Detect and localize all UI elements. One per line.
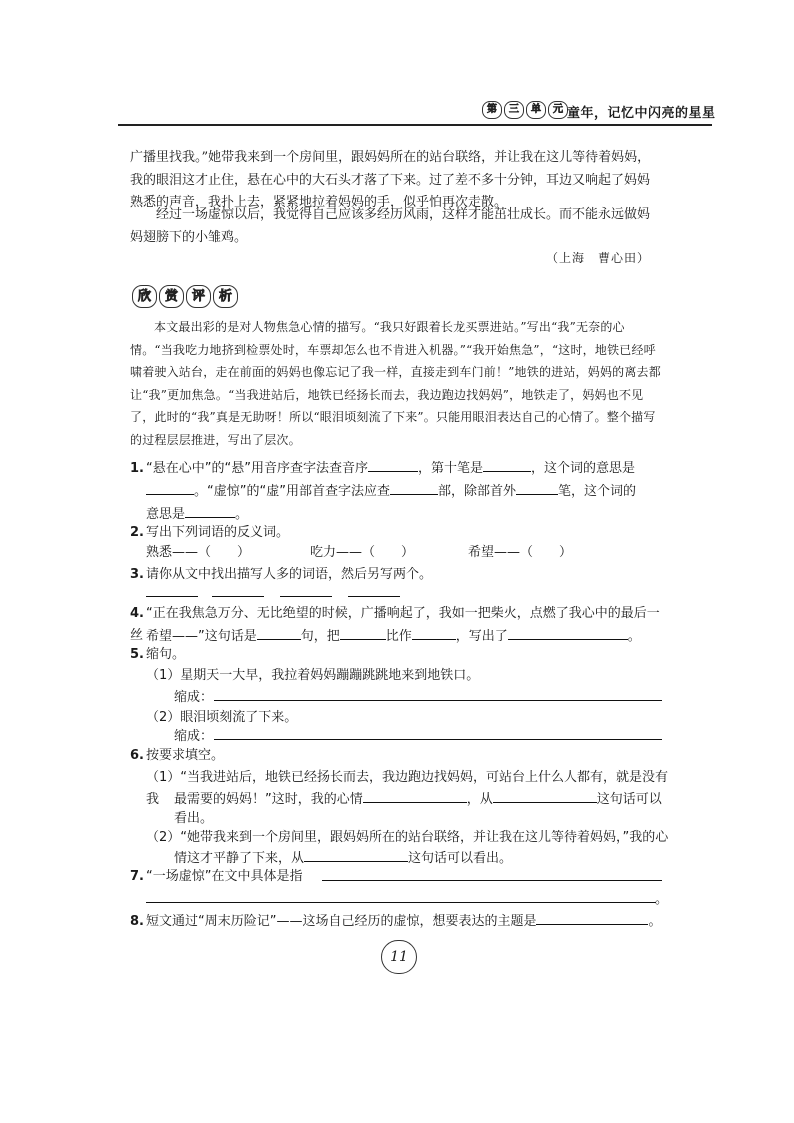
- answer-blank[interactable]: [412, 625, 456, 640]
- q1-text-a: “悬在心中”的“悬”用音序查字法查音序: [146, 461, 368, 476]
- analysis-badge-char: 评: [186, 285, 211, 308]
- analysis-text: 本文最出彩的是对人物焦急心情的描写。“我只好跟着长龙买票进站。”写出“我”无奈的心情。“当我吃力地挤到检票处时，车票却怎么也不肯进入机器。”“我开始焦急”，“这时，地铁已经呼啸着驶入站台，走在前面的妈妈也像忘记了我一样，直接走到车门前！”地铁的进站，妈妈的离去都让“我”更加焦急。“当我进站后，地铁已经扬长而去，我边跑边找妈妈”，地铁走了，妈妈也不见了，此时的“我”真是无助呀！所以“眼泪顷刻流了下来”。只能用眼泪表达自己的心情了。整个描写的过程层层推进，写出了层次。: [130, 320, 661, 447]
- q4-text-d: 比作: [385, 629, 412, 644]
- answer-blank[interactable]: [493, 788, 597, 803]
- answer-line[interactable]: [146, 902, 656, 903]
- q6-text-s2c: 这句话可以看出。: [408, 851, 513, 866]
- q6-text: 按要求填空。: [146, 748, 225, 763]
- story-paragraph-1: 广播里找我。”她带我来到一个房间里，跟妈妈所在的站台联络，并让我在这儿等待着妈妈，我的眼泪这才止住，悬在心中的大石头才落了下来。过了差不多十分钟，耳边又响起了妈妈熟悉的声音，我扑上去，紧紧地拉着妈妈的手，似乎怕再次走散。: [130, 150, 651, 210]
- q1-text-e: 部，除部首外: [437, 484, 516, 499]
- answer-blank[interactable]: [516, 480, 558, 495]
- answer-blank[interactable]: [304, 847, 408, 862]
- q1-text-h: 。: [235, 507, 249, 522]
- analysis-badge-char: 欣: [132, 285, 157, 308]
- question-number: 8.: [130, 914, 144, 929]
- question-number: 4.: [130, 606, 144, 621]
- answer-line[interactable]: [146, 596, 198, 597]
- q6-text-s1b: 最需要的妈妈！”这时，我的心情: [174, 792, 363, 807]
- q6-part-1-line-1: （1）“当我进站后，地铁已经扬长而去，我边跑边找妈妈，可站台上什么人都有，就是没有我: [146, 770, 669, 807]
- q4-text-e: ，写出了: [455, 629, 508, 644]
- page-number: 11: [381, 940, 417, 974]
- answer-blank[interactable]: [483, 457, 531, 472]
- answer-blank[interactable]: [185, 503, 235, 518]
- q4-text-b: 希望——”这句话是: [146, 629, 257, 644]
- q6-text-s2b: 情这才平静了下来，从: [174, 851, 305, 866]
- answer-blank[interactable]: [363, 788, 467, 803]
- unit-title: 童年，记忆中闪亮的星星: [567, 106, 716, 121]
- unit-badge-char: 第: [482, 101, 502, 119]
- answer-blank[interactable]: [146, 480, 194, 495]
- question-number: 1.: [130, 461, 144, 476]
- q6-part-2-line-1: （2）“她带我来到一个房间里，跟妈妈所在的站台联络，并让我在这儿等待着妈妈，”我的心: [146, 830, 669, 845]
- q1-text-c: ，这个词的意思是: [530, 461, 635, 476]
- q2-text: 写出下列词语的反义词。: [146, 525, 290, 540]
- q7-text: “一场虚惊”在文中具体是指: [146, 869, 303, 884]
- analysis-badge-char: 赏: [159, 285, 184, 308]
- question-5: [130, 644, 185, 666]
- question-2: [130, 522, 289, 544]
- q8-end-mark: 。: [648, 914, 662, 929]
- analysis-badge: [132, 285, 238, 308]
- answer-blank[interactable]: [368, 457, 418, 472]
- q4-text-a: “正在我焦急万分、无比绝望的时候，广播响起了，我如一把柴火，点燃了我心中的最后一丝: [130, 606, 660, 643]
- story-paragraph-2: 经过一场虚惊以后，我觉得自己应该多经历风雨，这样才能茁壮成长。而不能永远做妈妈翅膀下的小雏鸡。: [130, 207, 651, 245]
- q1-text-b: ，第十笔是: [417, 461, 483, 476]
- q6-text-s1d: 这句话可以: [596, 792, 662, 807]
- unit-badge-char: 元: [548, 101, 568, 119]
- question-number: 6.: [130, 748, 144, 763]
- q2-item-1[interactable]: 熟悉——（ ）: [146, 545, 251, 560]
- answer-line[interactable]: [214, 700, 662, 701]
- answer-line[interactable]: [280, 596, 332, 597]
- q1-text-f: 笔，这个词的: [557, 484, 636, 499]
- story-source: （上海 曹心田）: [546, 251, 651, 265]
- q5-text: 缩句。: [146, 647, 186, 662]
- answer-blank[interactable]: [536, 910, 648, 925]
- question-8: [130, 910, 675, 933]
- q7-end-mark: 。: [655, 892, 669, 907]
- q5-sentence-2: （2）眼泪顷刻流了下来。: [146, 710, 298, 725]
- answer-blank[interactable]: [340, 625, 386, 640]
- question-1-line-2: [146, 480, 676, 503]
- q1-text-g: 意思是: [146, 507, 186, 522]
- header-divider: [118, 124, 712, 126]
- question-number: 3.: [130, 567, 144, 582]
- q6-part-1-line-2: [174, 788, 674, 811]
- answer-line[interactable]: [214, 739, 662, 740]
- analysis-badge-char: 析: [213, 285, 238, 308]
- q1-text-d: 。“虚惊”的“虚”用部首查字法应查: [194, 484, 390, 499]
- unit-badge-char: 单: [526, 101, 546, 119]
- q5-label-1: 缩成：: [174, 690, 214, 705]
- answer-blank[interactable]: [390, 480, 438, 495]
- question-number: 7.: [130, 869, 144, 884]
- q5-label-2: 缩成：: [174, 729, 214, 744]
- q6-text-s1c: ，从: [466, 792, 493, 807]
- q8-text: 短文通过“周末历险记”——这场自己经历的虚惊，想要表达的主题是: [146, 914, 537, 929]
- unit-badge-char: 三: [504, 101, 524, 119]
- answer-line[interactable]: [322, 880, 662, 881]
- answer-blank[interactable]: [508, 625, 628, 640]
- unit-badge: [482, 101, 568, 119]
- question-6: [130, 745, 224, 767]
- question-number: 2.: [130, 525, 144, 540]
- q2-item-2[interactable]: 吃力——（ ）: [310, 545, 415, 560]
- q6-part-1-line-3: 看出。: [174, 811, 214, 826]
- q4-text-c: 句，把: [300, 629, 340, 644]
- q3-text: 请你从文中找出描写人多的词语，然后另写两个。: [146, 567, 433, 582]
- question-4-line-2: [146, 625, 676, 648]
- answer-line[interactable]: [348, 596, 400, 597]
- q4-text-f: 。: [627, 629, 641, 644]
- question-1: [130, 457, 670, 480]
- q2-item-3[interactable]: 希望——（ ）: [468, 545, 573, 560]
- answer-blank[interactable]: [257, 625, 301, 640]
- question-7: [130, 866, 302, 888]
- answer-line[interactable]: [212, 596, 264, 597]
- q5-sentence-1: （1）星期天一大早，我拉着妈妈蹦蹦跳跳地来到地铁口。: [146, 668, 480, 683]
- question-3: [130, 564, 432, 586]
- question-number: 5.: [130, 647, 144, 662]
